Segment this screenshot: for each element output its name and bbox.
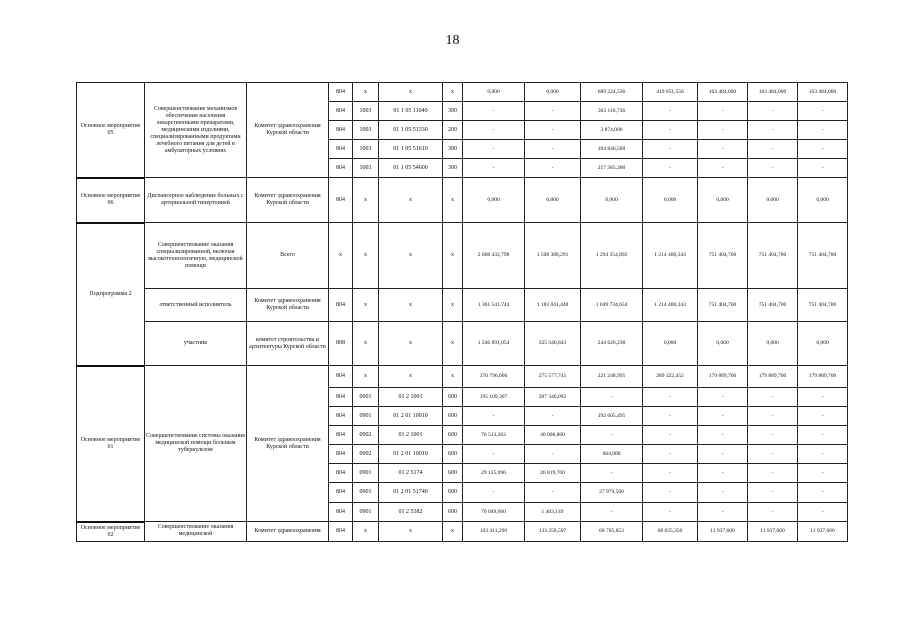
value-cell: 0,000	[643, 178, 698, 223]
value-cell: 1 214 400,343	[643, 223, 698, 289]
value-cell: -	[643, 464, 698, 483]
csr-cell: x	[379, 178, 443, 223]
pr-cell: 0901	[353, 407, 379, 426]
vr-cell: x	[443, 178, 463, 223]
csr-cell: 01 1 05 11040	[379, 102, 443, 121]
pr-cell: 1003	[353, 140, 379, 159]
value-cell: 217 385,300	[581, 159, 643, 178]
rz-cell: 804	[329, 289, 353, 322]
pr-cell: 0902	[353, 426, 379, 445]
description-cell: Диспансерное наблюдение больных с артериальной гипертонией	[145, 178, 247, 223]
value-cell: 1 361 541,744	[463, 289, 525, 322]
value-cell: 1 214 400,343	[643, 289, 698, 322]
measure-cell: Основное мероприятие 06	[77, 178, 145, 223]
value-cell: -	[748, 445, 798, 464]
value-cell: 2 608 432,798	[463, 223, 525, 289]
csr-cell: 01 2 5382	[379, 503, 443, 522]
value-cell: -	[698, 426, 748, 445]
table-row	[77, 289, 848, 322]
value-cell: -	[748, 121, 798, 140]
value-cell: -	[463, 159, 525, 178]
vr-cell: 200	[443, 121, 463, 140]
rz-cell: 804	[329, 102, 353, 121]
pr-cell: 0901	[353, 483, 379, 503]
description-cell: Совершенствование механизмов обеспечения населения лекарственными препаратами, медицинскими изделиями, специализированными продуктами лечебного питания для детей в амбулаторных условиях	[145, 83, 247, 178]
value-cell: 689 224,536	[581, 83, 643, 102]
value-cell: 68 025,350	[643, 522, 698, 542]
pr-cell: 0901	[353, 388, 379, 407]
value-cell: 0,000	[525, 178, 581, 223]
table-row	[77, 178, 848, 223]
table-row	[77, 366, 848, 388]
rz-cell: 808	[329, 322, 353, 366]
table-row	[77, 223, 848, 289]
value-cell: 104 846,500	[581, 140, 643, 159]
value-cell: -	[525, 483, 581, 503]
rz-cell: 804	[329, 388, 353, 407]
value-cell: -	[748, 483, 798, 503]
rz-cell: 804	[329, 83, 353, 102]
vr-cell: x	[443, 522, 463, 542]
value-cell: 11 937,600	[798, 522, 848, 542]
value-cell: 192 605,495	[581, 407, 643, 426]
value-cell: -	[798, 503, 848, 522]
executor-cell: Комитет здравоохранения Курской области	[247, 83, 329, 178]
value-cell: 751 404,700	[748, 223, 798, 289]
vr-cell: 600	[443, 426, 463, 445]
rz-cell: 804	[329, 426, 353, 445]
value-cell: 29 125,096	[463, 464, 525, 483]
value-cell: 76 513,263	[463, 426, 525, 445]
pr-cell: 1003	[353, 121, 379, 140]
value-cell: 40 008,800	[525, 426, 581, 445]
pr-cell: x	[353, 83, 379, 102]
value-cell: 751 404,700	[698, 289, 748, 322]
value-cell: 0,000	[581, 178, 643, 223]
value-cell: 27 979,500	[581, 483, 643, 503]
value-cell: -	[581, 503, 643, 522]
pr-cell: x	[353, 322, 379, 366]
value-cell: -	[698, 140, 748, 159]
rz-cell: 804	[329, 503, 353, 522]
value-cell: -	[698, 503, 748, 522]
vr-cell: 600	[443, 388, 463, 407]
value-cell: -	[581, 464, 643, 483]
value-cell: -	[698, 388, 748, 407]
pr-cell: x	[353, 178, 379, 223]
value-cell: -	[748, 426, 798, 445]
table-row	[77, 522, 848, 542]
value-cell: -	[798, 445, 848, 464]
pr-cell: 0901	[353, 503, 379, 522]
value-cell: 179 889,700	[748, 366, 798, 388]
pr-cell: x	[353, 223, 379, 289]
value-cell: -	[643, 483, 698, 503]
pr-cell: x	[353, 522, 379, 542]
value-cell: 3 874,000	[581, 121, 643, 140]
value-cell: -	[748, 102, 798, 121]
value-cell: -	[698, 159, 748, 178]
value-cell: 68 705,853	[581, 522, 643, 542]
executor-cell: Комитет здравоохранения Курской области	[247, 178, 329, 223]
value-cell: -	[581, 388, 643, 407]
value-cell: -	[798, 121, 848, 140]
vr-cell: x	[443, 289, 463, 322]
executor-cell: комитет строительства и архитектуры Курской области	[247, 322, 329, 366]
value-cell: -	[643, 159, 698, 178]
value-cell: 221 248,995	[581, 366, 643, 388]
value-cell: -	[463, 483, 525, 503]
value-cell: -	[463, 102, 525, 121]
vr-cell: 600	[443, 445, 463, 464]
value-cell: -	[525, 407, 581, 426]
value-cell: 1 508 388,291	[525, 223, 581, 289]
vr-cell: x	[443, 83, 463, 102]
value-cell: 289 322,452	[643, 366, 698, 388]
csr-cell: 01 2 1001	[379, 426, 443, 445]
budget-table	[76, 82, 848, 542]
value-cell: -	[798, 388, 848, 407]
value-cell: 363 118,736	[581, 102, 643, 121]
value-cell: 751 404,700	[798, 289, 848, 322]
vr-cell: x	[443, 366, 463, 388]
csr-cell: 01 2 01 10010	[379, 407, 443, 426]
value-cell: -	[643, 388, 698, 407]
value-cell: -	[748, 503, 798, 522]
value-cell: -	[643, 503, 698, 522]
value-cell: 70 049,000	[463, 503, 525, 522]
value-cell: 179 889,700	[798, 366, 848, 388]
csr-cell: x	[379, 83, 443, 102]
value-cell: -	[748, 464, 798, 483]
value-cell: -	[643, 445, 698, 464]
value-cell: -	[581, 426, 643, 445]
value-cell: -	[643, 121, 698, 140]
rz-cell: 804	[329, 159, 353, 178]
value-cell: -	[643, 102, 698, 121]
value-cell: 419 051,556	[643, 83, 698, 102]
description-cell: Совершенствование системы оказания медицинской помощи больным туберкулезом	[145, 366, 247, 522]
value-cell: -	[643, 426, 698, 445]
value-cell: -	[698, 121, 748, 140]
value-cell: 163 484,000	[748, 83, 798, 102]
value-cell: 0,000	[698, 178, 748, 223]
vr-cell: 600	[443, 407, 463, 426]
value-cell: 207 346,092	[525, 388, 581, 407]
measure-cell: Основное мероприятие 01	[77, 366, 145, 522]
value-cell: 1 183 041,448	[525, 289, 581, 322]
value-cell: 0,000	[525, 83, 581, 102]
value-cell: 275 577,741	[525, 366, 581, 388]
rz-cell: 804	[329, 522, 353, 542]
description-cell: Совершенствование оказания специализированной, включая высокотехнологичную, медицинской помощи	[145, 223, 247, 289]
value-cell: 751 404,700	[748, 289, 798, 322]
rz-cell: 804	[329, 445, 353, 464]
value-cell: 1 246 891,054	[463, 322, 525, 366]
table-row	[77, 83, 848, 102]
measure-cell: Основное мероприятие 02	[77, 522, 145, 542]
executor-cell: Всего	[247, 223, 329, 289]
value-cell: 0,000	[748, 178, 798, 223]
csr-cell: 01 2 5174	[379, 464, 443, 483]
value-cell: -	[643, 140, 698, 159]
value-cell: -	[798, 159, 848, 178]
executor-cell: Комитет здравоохранения Курской области	[247, 289, 329, 322]
value-cell: -	[748, 140, 798, 159]
rz-cell: 804	[329, 483, 353, 503]
value-cell: -	[798, 140, 848, 159]
value-cell: 1 403,149	[525, 503, 581, 522]
value-cell: -	[463, 445, 525, 464]
rz-cell: 804	[329, 121, 353, 140]
vr-cell: 300	[443, 140, 463, 159]
description-cell: участник	[145, 322, 247, 366]
value-cell: 1 294 354,892	[581, 223, 643, 289]
value-cell: -	[698, 445, 748, 464]
rz-cell: 804	[329, 407, 353, 426]
value-cell: 11 937,600	[698, 522, 748, 542]
csr-cell: x	[379, 366, 443, 388]
value-cell: 163 484,000	[798, 83, 848, 102]
csr-cell: x	[379, 322, 443, 366]
measure-cell: Подпрограмма 2	[77, 223, 145, 366]
pr-cell: x	[353, 366, 379, 388]
value-cell: 179 889,700	[698, 366, 748, 388]
value-cell: -	[698, 102, 748, 121]
value-cell: -	[798, 483, 848, 503]
value-cell: -	[525, 159, 581, 178]
value-cell: -	[643, 407, 698, 426]
value-cell: -	[748, 159, 798, 178]
value-cell: -	[698, 407, 748, 426]
value-cell: 0,000	[643, 322, 698, 366]
value-cell: 244 620,238	[581, 322, 643, 366]
value-cell: 325 346,843	[525, 322, 581, 366]
value-cell: 11 937,600	[748, 522, 798, 542]
executor-cell: Комитет здравоохранения	[247, 522, 329, 542]
value-cell: 0,000	[798, 178, 848, 223]
csr-cell: x	[379, 289, 443, 322]
description-cell: Совершенствование оказания медицинской	[145, 522, 247, 542]
rz-cell: x	[329, 223, 353, 289]
value-cell: 0,000	[798, 322, 848, 366]
value-cell: 370 796,666	[463, 366, 525, 388]
description-cell: ответственный исполнитель	[145, 289, 247, 322]
csr-cell: x	[379, 223, 443, 289]
value-cell: 0,000	[698, 322, 748, 366]
value-cell: -	[748, 388, 798, 407]
value-cell: -	[463, 407, 525, 426]
value-cell: 0,000	[463, 83, 525, 102]
value-cell: 195 109,307	[463, 388, 525, 407]
measure-cell: Основное мероприятие 05	[77, 83, 145, 178]
pr-cell: 1003	[353, 159, 379, 178]
executor-cell: Комитет здравоохранения Курской области	[247, 366, 329, 522]
pr-cell: 1003	[353, 102, 379, 121]
page-number: 18	[445, 33, 460, 48]
value-cell: -	[798, 407, 848, 426]
value-cell: 1 049 734,654	[581, 289, 643, 322]
csr-cell: x	[379, 522, 443, 542]
value-cell: 163 484,000	[698, 83, 748, 102]
value-cell: 0,000	[748, 322, 798, 366]
rz-cell: 804	[329, 140, 353, 159]
value-cell: 103 411,290	[463, 522, 525, 542]
value-cell: 26 819,700	[525, 464, 581, 483]
rz-cell: 804	[329, 366, 353, 388]
rz-cell: 804	[329, 464, 353, 483]
value-cell: 0,000	[463, 178, 525, 223]
value-cell: -	[463, 140, 525, 159]
table-row	[77, 322, 848, 366]
csr-cell: 01 1 05 51610	[379, 140, 443, 159]
csr-cell: 01 1 05 54600	[379, 159, 443, 178]
vr-cell: 600	[443, 503, 463, 522]
value-cell: -	[698, 483, 748, 503]
value-cell: -	[525, 121, 581, 140]
value-cell: 664,000	[581, 445, 643, 464]
vr-cell: x	[443, 322, 463, 366]
csr-cell: 01 2 01 51740	[379, 483, 443, 503]
vr-cell: x	[443, 223, 463, 289]
csr-cell: 01 2 1001	[379, 388, 443, 407]
value-cell: 751 404,700	[698, 223, 748, 289]
value-cell: -	[798, 426, 848, 445]
vr-cell: 300	[443, 102, 463, 121]
value-cell: -	[698, 464, 748, 483]
rz-cell: 804	[329, 178, 353, 223]
pr-cell: x	[353, 289, 379, 322]
value-cell: -	[798, 464, 848, 483]
value-cell: -	[798, 102, 848, 121]
csr-cell: 01 1 05 51330	[379, 121, 443, 140]
value-cell: -	[463, 121, 525, 140]
value-cell: -	[748, 407, 798, 426]
pr-cell: 0902	[353, 445, 379, 464]
value-cell: -	[525, 140, 581, 159]
value-cell: -	[525, 445, 581, 464]
pr-cell: 0901	[353, 464, 379, 483]
value-cell: 133 258,597	[525, 522, 581, 542]
value-cell: 751 404,700	[798, 223, 848, 289]
value-cell: -	[525, 102, 581, 121]
vr-cell: 600	[443, 464, 463, 483]
csr-cell: 01 2 01 10010	[379, 445, 443, 464]
vr-cell: 300	[443, 159, 463, 178]
vr-cell: 600	[443, 483, 463, 503]
